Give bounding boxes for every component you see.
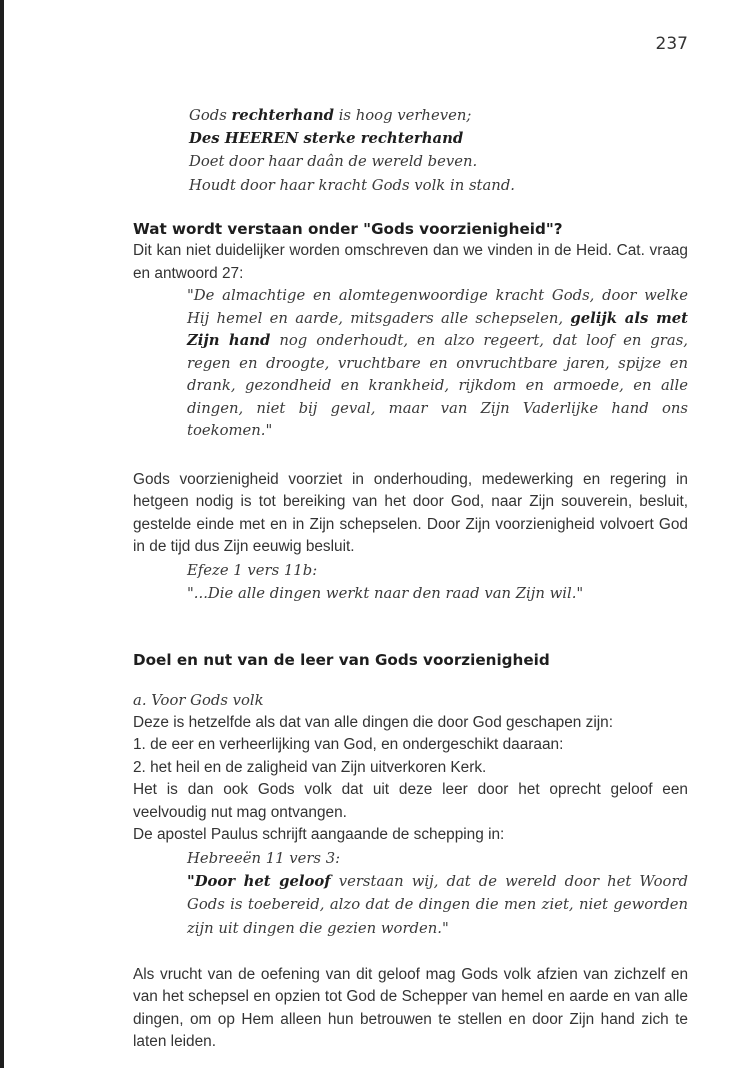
catechism-quote: "De almachtige en alomtegenwoordige kracht Gods, door welke Hij hemel en aarde, mitsgaders alle schepselen, gelijk als met Zijn hand nog onderhoudt, en alzo regeert, dat loof en gras, regen en droogte, vruchtbare en onvruchtbare jaren, spijze en drank, gezondheid en krankheid, rijkdom en armoede, en alle dingen, niet bij geval, maar van Zijn Vaderlijke hand ons toekomen.": [187, 287, 689, 440]
psalm-verse: [133, 104, 688, 197]
ephesians-reference: Efeze 1 vers 11b:: [187, 561, 318, 579]
paulus-paragraph: De apostel Paulus schrijft aangaande de schepping in:: [133, 826, 505, 844]
psalm-line-4: Houdt door haar kracht Gods volk in stand.: [189, 176, 516, 194]
page-number: 237: [655, 34, 688, 54]
hebrews-reference: Hebreeën 11 vers 3:: [187, 849, 341, 867]
ephesians-quote: "...Die alle dingen werkt naar den raad van Zijn wil.": [187, 585, 584, 603]
page-binding-edge: [0, 0, 4, 1068]
psalm-line-1: Gods rechterhand is hoog verheven;: [189, 107, 472, 124]
list-item-1: 1. de eer en verheerlijking van God, en ondergeschikt daaraan:: [133, 736, 564, 754]
closing-paragraph: Als vrucht van de oefening van dit geloof mag Gods volk afzien van zichzelf en van het schepsel en opzien tot God de Schepper van hemel en aarde en van alle dingen, om op Hem alleen hun betrouwen te stellen en door Zijn hand zich te laten leiden.: [133, 965, 688, 1051]
page-content: [133, 104, 688, 1054]
hebrews-quote: "Door het geloof verstaan wij, dat de wereld door het Woord Gods is toebereid, alzo dat de dingen die men ziet, niet geworden zijn uit dingen die gezien worden.": [187, 873, 688, 937]
providence-paragraph: Gods voorzienigheid voorziet in onderhouding, medewerking en regering in hetgeen nodig is tot bereiking van het door God, naar Zijn souverein, besluit, gestelde einde met en in Zijn schepselen. Door Zijn voorzienigheid volvoert God in de tijd dus Zijn eeuwig besluit.: [133, 470, 688, 556]
list-item-2: 2. het heil en de zaligheid van Zijn uitverkoren Kerk.: [133, 758, 487, 776]
benefit-paragraph: Het is dan ook Gods volk dat uit deze leer door het oprecht geloof een veelvoudig nut mag ontvangen.: [133, 781, 688, 821]
subheading-voor-gods-volk: a. Voor Gods volk: [133, 691, 264, 709]
purpose-paragraph: Deze is hetzelfde als dat van alle dingen die door God geschapen zijn:: [133, 713, 613, 731]
psalm-line-3: Doet door haar daân de wereld beven.: [189, 153, 478, 171]
catechism-intro: Dit kan niet duidelijker worden omschreven dan we vinden in de Heid. Cat. vraag en antwoord 27:: [133, 242, 688, 282]
section-heading-doel-en-nut: Doel en nut van de leer van Gods voorzienigheid: [133, 651, 550, 670]
section-heading-voorzienigheid: Wat wordt verstaan onder "Gods voorzienigheid"?: [133, 219, 563, 238]
psalm-line-2: Des HEEREN sterke rechterhand: [189, 130, 464, 148]
